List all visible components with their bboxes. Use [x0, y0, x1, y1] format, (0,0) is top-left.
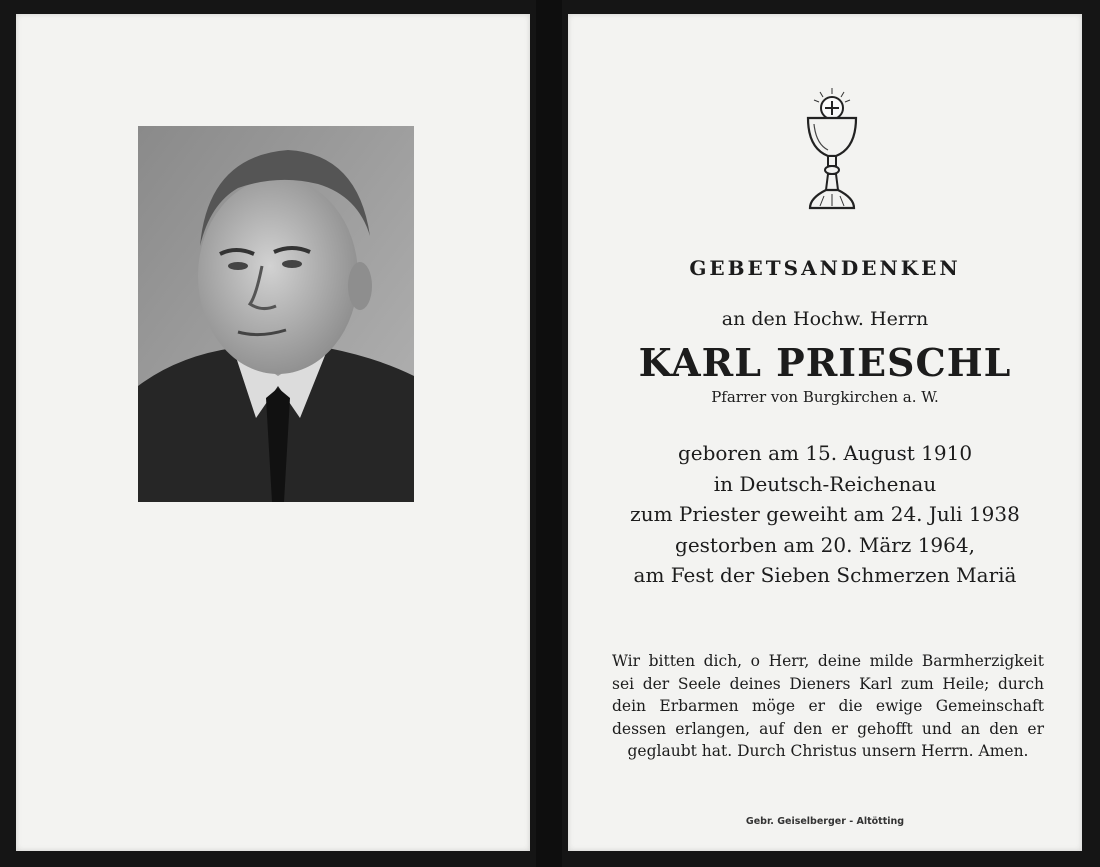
life-line: in Deutsch-Reichenau [713, 471, 937, 496]
deceased-name: KARL PRIESCHL [638, 340, 1012, 385]
subtitle: an den Hochw. Herrn [721, 308, 929, 330]
life-line: zum Priester geweiht am 24. Juli 1938 [630, 502, 1020, 526]
life-line: gestorben am 20. März 1964, [675, 532, 975, 557]
heading: GEBETSANDENKEN [689, 256, 961, 280]
right-panel [568, 14, 1082, 851]
life-dates [568, 438, 1082, 591]
prayer-text: Wir bitten dich, o Herr, deine milde Barmherzigkeit sei der Seele deines Dieners Karl zum Heile; durch dein Erbarmen möge er die ewige Gemeinschaft dessen erlangen, auf den er gehofft und an den er geglaubt hat. Durch Christus unsern Herrn. Amen. [612, 652, 1044, 760]
left-panel [16, 14, 530, 851]
life-line: geboren am 15. August 1910 [677, 441, 973, 465]
card-fold [536, 0, 562, 867]
printer-credit: Gebr. Geiselberger - Altötting [745, 816, 905, 827]
life-line: am Fest der Sieben Schmerzen Mariä [633, 563, 1017, 587]
role: Pfarrer von Burgkirchen a. W. [711, 388, 939, 406]
chalice-host-icon [802, 86, 862, 214]
portrait-photo [138, 126, 414, 502]
